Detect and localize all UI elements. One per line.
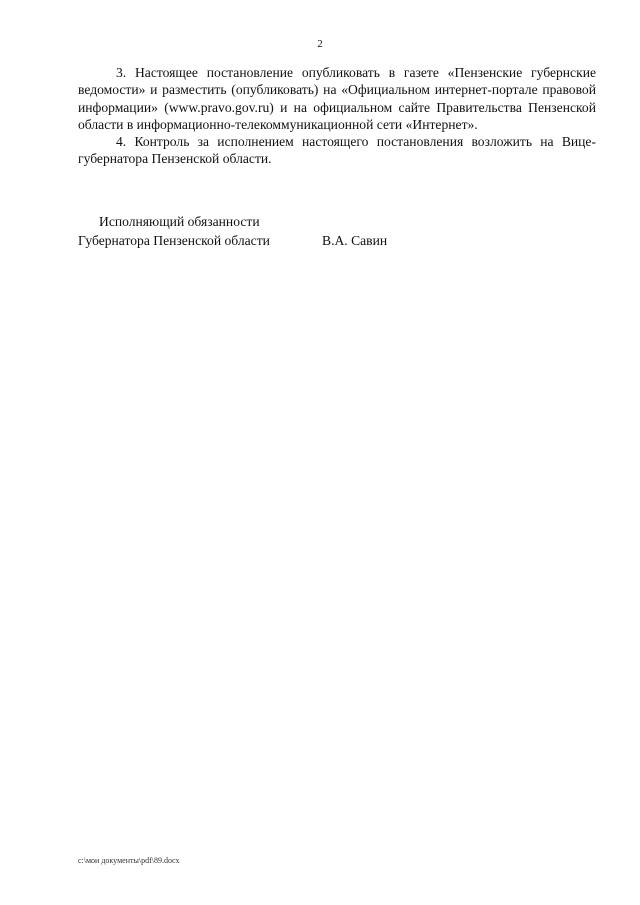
signatory-name: В.А. Савин [322,233,388,248]
footer-file-path: c:\мои документы\pdf\89.docx [78,856,180,865]
paragraph-publication: 3. Настоящее постановление опубликовать в газете «Пензенские губернские ведомости» и разместить (опубликовать) на «Официальном интернет-портале правовой информации» (www.pravo.gov.ru) и на официальном сайте Правительства Пензенской области в информационно-телекоммуникационной сети «Интернет». [78,65,596,132]
page-number: 2 [317,38,323,50]
document-body [78,64,596,168]
paragraph-control: 4. Контроль за исполнением настоящего постановления возложить на Вице-губернатора Пензенской области. [78,134,596,167]
signatory-role-line2: Губернатора Пензенской области [78,233,270,248]
signatory-role-line1: Исполняющий обязанности [99,214,260,229]
